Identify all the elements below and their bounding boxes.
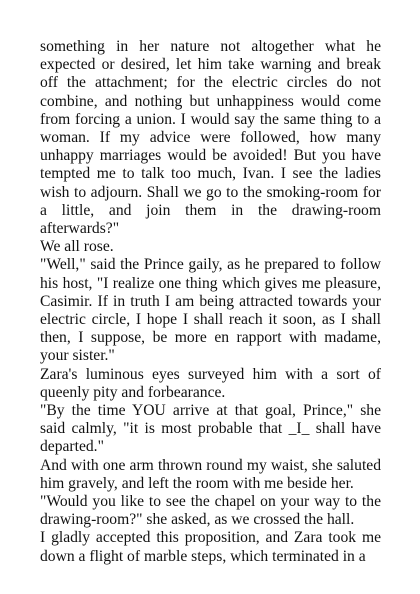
paragraph: "Well," said the Prince gaily, as he prepared to follow his host, "I realize one thing which gives me pleasure, Casimir. If in truth I am being attracted towards your electric circle, I hope I shall reach it soon, as I shall then, I suppose, be more en rapport with madame, your sister." <box>40 256 381 365</box>
document-page <box>40 38 381 566</box>
paragraph: "Would you like to see the chapel on your way to the drawing-room?" she asked, as we crossed the hall. <box>40 493 381 529</box>
paragraph: "By the time YOU arrive at that goal, Prince," she said calmly, "it is most probable that _I_ shall have departed." <box>40 402 381 456</box>
paragraph: Zara's luminous eyes surveyed him with a sort of queenly pity and forbearance. <box>40 365 381 401</box>
paragraph: something in her nature not altogether what he expected or desired, let him take warning and break off the attachment; for the electric circles do not combine, and nothing but unhappiness would come from forcing a union. I would say the same thing to a woman. If my advice were followed, how many unhappy marriages would be avoided! But you have tempted me to talk too much, Ivan. I see the ladies wish to adjourn. Shall we go to the smoking-room for a little, and join them in the drawing-room afterwards?" <box>40 38 381 238</box>
paragraph: We all rose. <box>40 238 114 256</box>
paragraph: I gladly accepted this proposition, and Zara took me down a flight of marble steps, which terminated in a <box>40 529 381 565</box>
paragraph: And with one arm thrown round my waist, she saluted him gravely, and left the room with me beside her. <box>40 456 381 492</box>
